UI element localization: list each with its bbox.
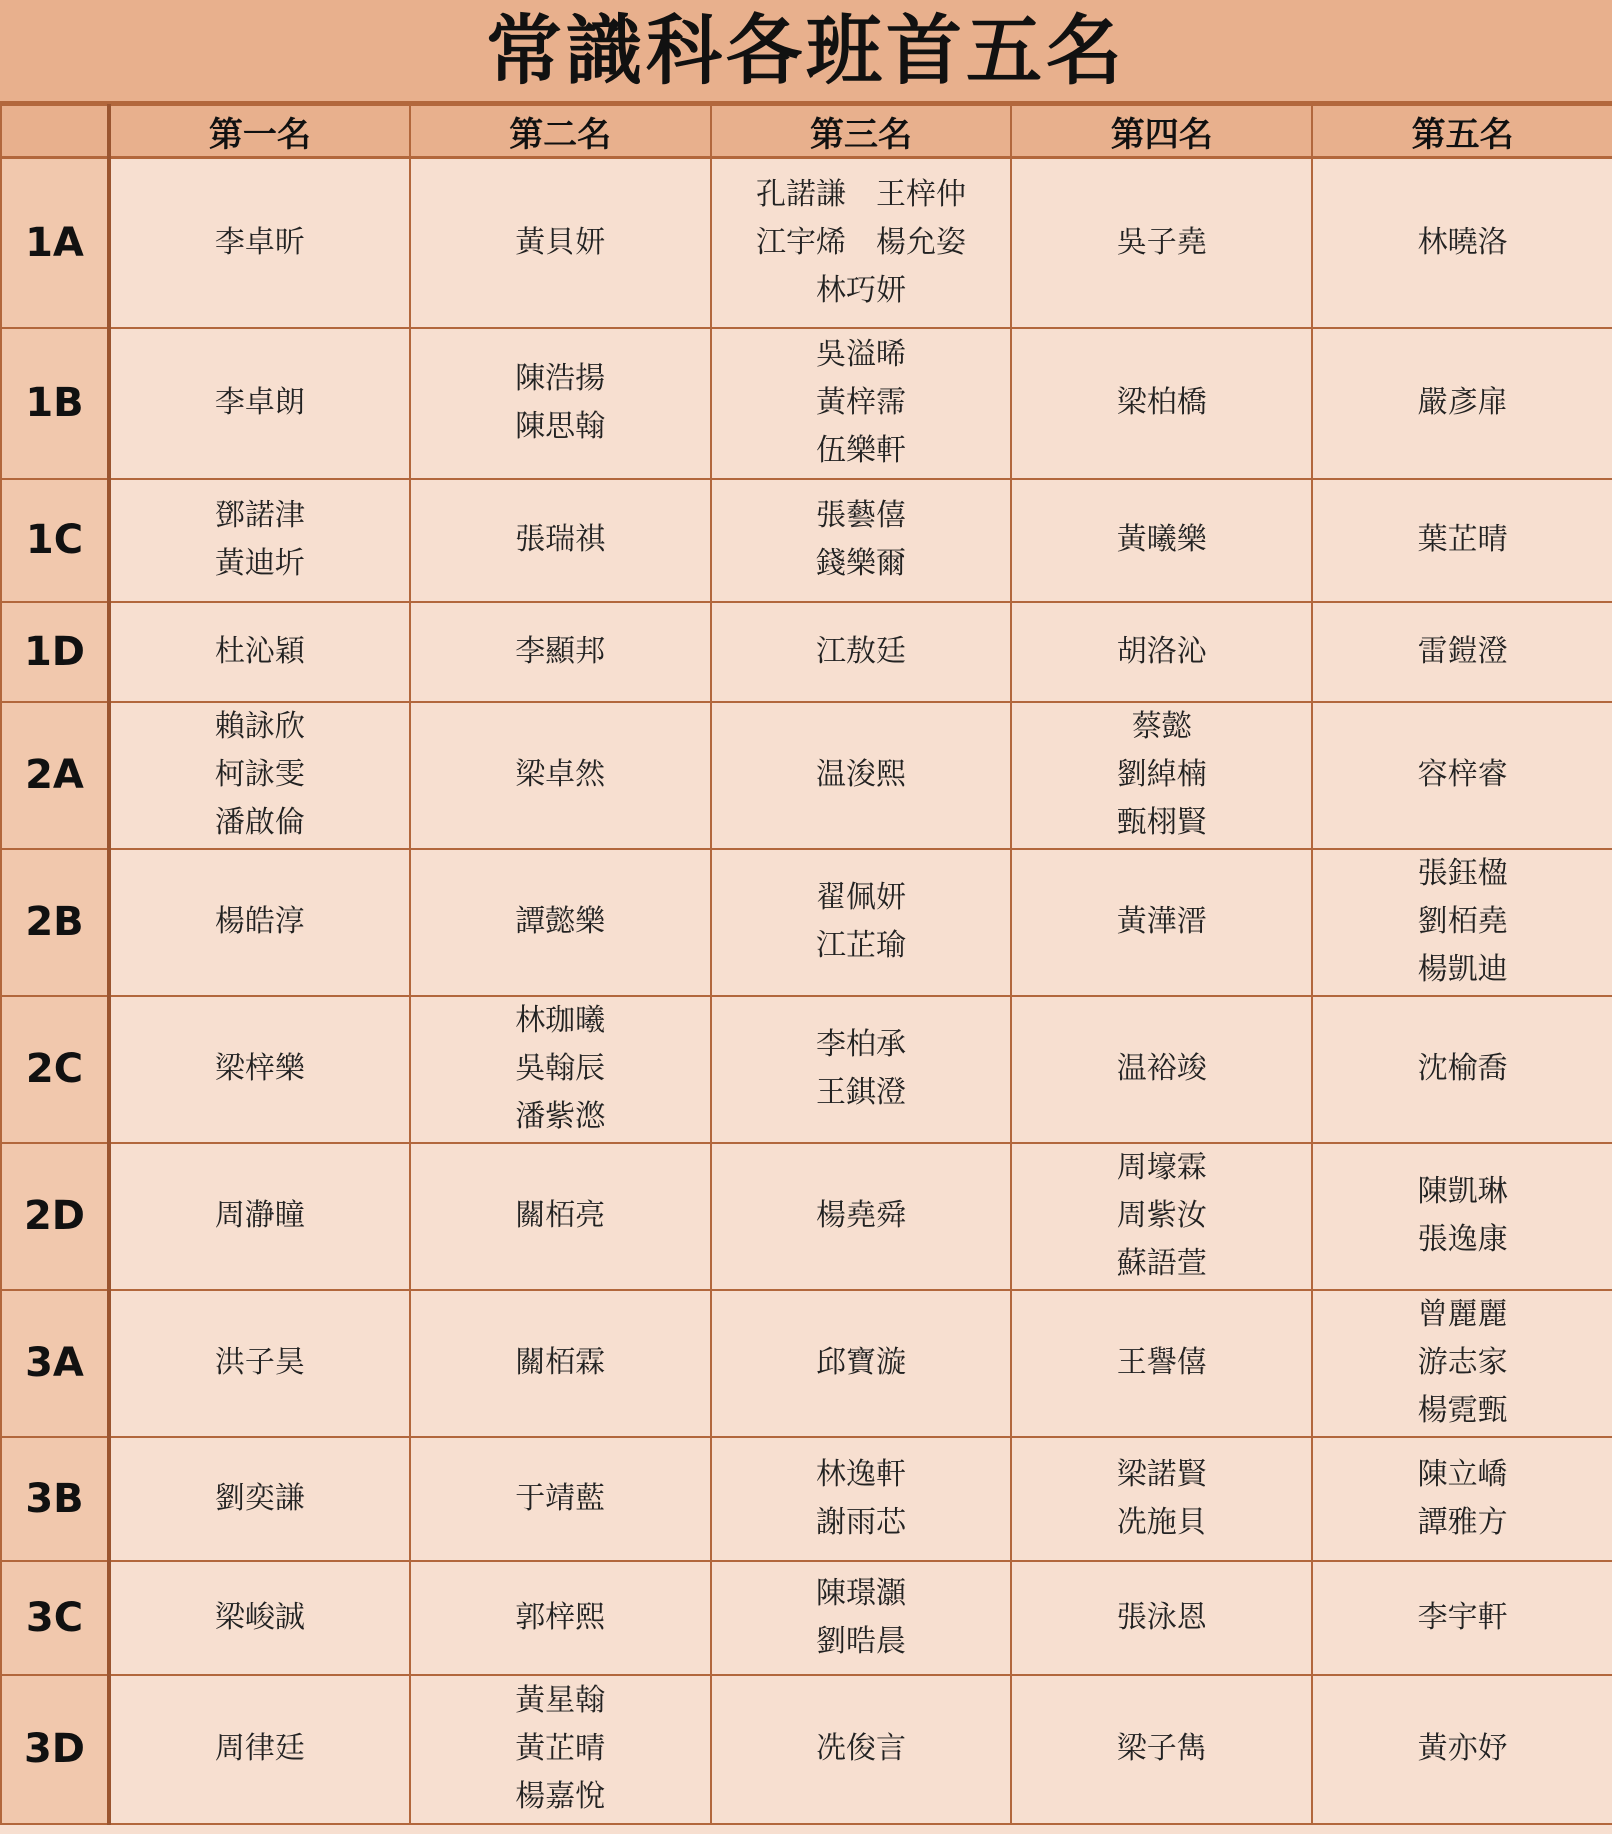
student-name: 張藝僖	[815, 498, 906, 533]
student-name: 王錤澄	[815, 1075, 906, 1110]
rank-1-cell	[109, 1675, 410, 1824]
rank-5-cell	[1312, 1561, 1612, 1675]
student-name: 周紫汝	[1116, 1198, 1207, 1233]
student-name: 劉奕謙	[214, 1480, 305, 1516]
rank-1-cell	[109, 479, 410, 602]
table-row	[1, 602, 1612, 702]
student-name: 黃貝妍	[515, 224, 606, 260]
table-row	[1, 849, 1612, 996]
student-name: 譚雅方	[1417, 1504, 1508, 1540]
student-name: 李卓朗	[214, 385, 305, 420]
rank-2-cell	[410, 328, 711, 479]
rank-3-cell	[711, 702, 1012, 849]
student-name: 洪子昊	[214, 1345, 305, 1380]
table-row	[1, 328, 1612, 479]
rank-2-cell	[410, 1561, 711, 1675]
rank-2-cell	[410, 1437, 711, 1561]
rank-1-cell	[109, 602, 410, 702]
student-name: 劉栢堯	[1417, 904, 1508, 939]
rank-1-cell	[109, 1561, 410, 1675]
rank-5-cell	[1312, 1290, 1612, 1437]
rank-5-cell	[1312, 479, 1612, 602]
student-name: 游志家	[1417, 1345, 1508, 1380]
rank-5-cell	[1312, 849, 1612, 996]
title-bar	[0, 0, 1612, 104]
rank-2-cell	[410, 158, 711, 328]
student-name: 王譽僖	[1116, 1345, 1207, 1380]
student-name: 陳立嶠	[1417, 1456, 1508, 1492]
rank-3-cell	[711, 328, 1012, 479]
student-name: 江敖廷	[815, 633, 906, 669]
rank-4-cell	[1011, 1675, 1312, 1824]
student-name: 陳凱琳	[1417, 1174, 1508, 1209]
rank-1-cell	[109, 1290, 410, 1437]
student-name: 陳璟灝	[815, 1575, 906, 1611]
table-row	[1, 1675, 1612, 1824]
rank-4-cell	[1011, 158, 1312, 328]
rank-2-cell	[410, 602, 711, 702]
class-label: 2C	[1, 996, 109, 1143]
student-name: 黃迪圻	[214, 546, 305, 581]
student-name: 黃梓霈	[815, 385, 906, 420]
rank-5-cell	[1312, 1675, 1612, 1824]
student-name: 潘啟倫	[214, 805, 305, 840]
student-name: 黃芷晴	[515, 1731, 606, 1766]
rank-2-cell	[410, 702, 711, 849]
rank-2-cell	[410, 479, 711, 602]
student-name: 梁梓樂	[214, 1051, 305, 1086]
rank-1-cell	[109, 328, 410, 479]
student-name: 温浚熙	[815, 757, 906, 792]
rank-1-cell	[109, 702, 410, 849]
rank-2-cell	[410, 1143, 711, 1290]
student-name: 梁卓然	[515, 757, 606, 792]
rank-5-cell	[1312, 602, 1612, 702]
student-name: 葉芷晴	[1417, 522, 1508, 557]
student-name: 伍樂軒	[815, 433, 906, 468]
table-row	[1, 1561, 1612, 1675]
student-name: 張泳恩	[1116, 1599, 1207, 1635]
student-name: 雷鎧澄	[1417, 633, 1508, 669]
student-name: 江芷瑜	[815, 928, 906, 963]
rank-3-cell	[711, 1143, 1012, 1290]
student-name: 賴詠欣	[214, 709, 305, 744]
student-name: 楊皓淳	[214, 904, 305, 939]
rank-1-cell	[109, 158, 410, 328]
rank-4-cell	[1011, 1290, 1312, 1437]
student-name: 關栢亮	[515, 1198, 606, 1233]
class-label: 1B	[1, 328, 109, 479]
table-row	[1, 1290, 1612, 1437]
student-name: 孔諾謙 王梓仲	[755, 176, 966, 212]
ranking-table	[0, 104, 1612, 1825]
student-name: 周壕霖	[1116, 1150, 1207, 1185]
table-row	[1, 479, 1612, 602]
page-title: 常識科各班首五名	[486, 5, 1126, 95]
rank-3-cell	[711, 1675, 1012, 1824]
student-name: 邱寶漩	[815, 1345, 906, 1380]
class-label: 1A	[1, 158, 109, 328]
student-name: 梁柏橋	[1116, 385, 1207, 420]
student-name: 黃澕溍	[1116, 904, 1207, 939]
student-name: 冼施貝	[1116, 1504, 1207, 1540]
student-name: 翟佩妍	[815, 880, 906, 915]
class-label: 1D	[1, 602, 109, 702]
rank-3-cell	[711, 158, 1012, 328]
class-label: 3D	[1, 1675, 109, 1824]
student-name: 關栢霖	[515, 1345, 606, 1380]
student-name: 梁子雋	[1116, 1731, 1207, 1766]
rank-3-cell	[711, 602, 1012, 702]
student-name: 沈榆喬	[1417, 1051, 1508, 1086]
rank-4-cell	[1011, 1437, 1312, 1561]
student-name: 林巧妍	[815, 272, 906, 308]
class-label: 1C	[1, 479, 109, 602]
rank-4-cell	[1011, 702, 1312, 849]
student-name: 林珈曦	[515, 1003, 606, 1038]
student-name: 楊嘉悅	[515, 1779, 606, 1814]
student-name: 楊霓甄	[1417, 1393, 1508, 1428]
rank-1-cell	[109, 996, 410, 1143]
rank-1-cell	[109, 849, 410, 996]
class-label: 2A	[1, 702, 109, 849]
student-name: 周律廷	[214, 1731, 305, 1766]
student-name: 杜沁穎	[214, 633, 305, 669]
rank-5-cell	[1312, 1143, 1612, 1290]
student-name: 吳翰辰	[515, 1051, 606, 1086]
rank-3-cell	[711, 479, 1012, 602]
table-row	[1, 1437, 1612, 1561]
student-name: 黃曦樂	[1116, 522, 1207, 557]
student-name: 蘇語萱	[1116, 1246, 1207, 1281]
table-row	[1, 996, 1612, 1143]
rank-4-cell	[1011, 602, 1312, 702]
student-name: 胡洛沁	[1116, 633, 1207, 669]
student-name: 温裕竣	[1116, 1051, 1207, 1086]
student-name: 張逸康	[1417, 1222, 1508, 1257]
student-name: 潘紫滺	[515, 1099, 606, 1134]
rank-2-cell	[410, 849, 711, 996]
rank-3-cell	[711, 1437, 1012, 1561]
student-name: 林逸軒	[815, 1456, 906, 1492]
rank-5-cell	[1312, 328, 1612, 479]
rank-3-cell	[711, 1290, 1012, 1437]
student-name: 劉晧晨	[815, 1623, 906, 1659]
header-rank-4: 第四名	[1011, 105, 1312, 158]
student-name: 陳思翰	[515, 409, 606, 444]
student-name: 鄧諾津	[214, 498, 305, 533]
table-row	[1, 158, 1612, 328]
rank-4-cell	[1011, 479, 1312, 602]
table-row	[1, 1143, 1612, 1290]
student-name: 楊凱迪	[1417, 952, 1508, 987]
rank-5-cell	[1312, 158, 1612, 328]
student-name: 吳子堯	[1116, 224, 1207, 260]
student-name: 吳溢晞	[815, 337, 906, 372]
student-name: 李顯邦	[515, 633, 606, 669]
table-body	[1, 158, 1612, 1824]
header-rank-2: 第二名	[410, 105, 711, 158]
header-row	[1, 105, 1612, 158]
student-name: 曾麗麗	[1417, 1297, 1508, 1332]
student-name: 劉綽楠	[1116, 757, 1207, 792]
rank-1-cell	[109, 1437, 410, 1561]
student-name: 謝雨芯	[815, 1504, 906, 1540]
rank-4-cell	[1011, 1143, 1312, 1290]
header-rank-1: 第一名	[109, 105, 410, 158]
student-name: 梁諾賢	[1116, 1456, 1207, 1492]
rank-3-cell	[711, 996, 1012, 1143]
student-name: 梁峻誠	[214, 1599, 305, 1635]
student-name: 張瑞祺	[515, 522, 606, 557]
rank-5-cell	[1312, 996, 1612, 1143]
student-name: 蔡懿	[1131, 709, 1192, 744]
student-name: 楊堯舜	[815, 1198, 906, 1233]
class-label: 3A	[1, 1290, 109, 1437]
student-name: 李柏承	[815, 1027, 906, 1062]
rank-4-cell	[1011, 849, 1312, 996]
class-label: 3C	[1, 1561, 109, 1675]
rank-5-cell	[1312, 702, 1612, 849]
rank-3-cell	[711, 1561, 1012, 1675]
header-rank-5: 第五名	[1312, 105, 1612, 158]
student-name: 張鈺楹	[1417, 856, 1508, 891]
rank-2-cell	[410, 996, 711, 1143]
student-name: 李宇軒	[1417, 1599, 1508, 1635]
student-name: 容梓睿	[1417, 757, 1508, 792]
rank-5-cell	[1312, 1437, 1612, 1561]
rank-3-cell	[711, 849, 1012, 996]
rank-4-cell	[1011, 996, 1312, 1143]
student-name: 柯詠雯	[214, 757, 305, 792]
student-name: 江宇烯 楊允姿	[755, 224, 966, 260]
student-name: 李卓昕	[214, 224, 305, 260]
student-name: 黃亦妤	[1417, 1731, 1508, 1766]
class-label: 3B	[1, 1437, 109, 1561]
student-name: 陳浩揚	[515, 361, 606, 396]
student-name: 冼俊言	[815, 1731, 906, 1766]
rank-2-cell	[410, 1290, 711, 1437]
student-name: 嚴彥扉	[1417, 385, 1508, 420]
header-corner	[1, 105, 109, 158]
student-name: 周瀞瞳	[214, 1198, 305, 1233]
student-name: 郭梓熙	[515, 1599, 606, 1635]
student-name: 林曉洛	[1417, 224, 1508, 260]
rank-4-cell	[1011, 328, 1312, 479]
rank-4-cell	[1011, 1561, 1312, 1675]
student-name: 甄栩賢	[1116, 805, 1207, 840]
student-name: 于靖藍	[515, 1480, 606, 1516]
rank-2-cell	[410, 1675, 711, 1824]
header-rank-3: 第三名	[711, 105, 1012, 158]
rank-1-cell	[109, 1143, 410, 1290]
table-row	[1, 702, 1612, 849]
student-name: 錢樂爾	[815, 546, 906, 581]
class-label: 2B	[1, 849, 109, 996]
student-name: 譚懿樂	[515, 904, 606, 939]
student-name: 黃星翰	[515, 1683, 606, 1718]
class-label: 2D	[1, 1143, 109, 1290]
